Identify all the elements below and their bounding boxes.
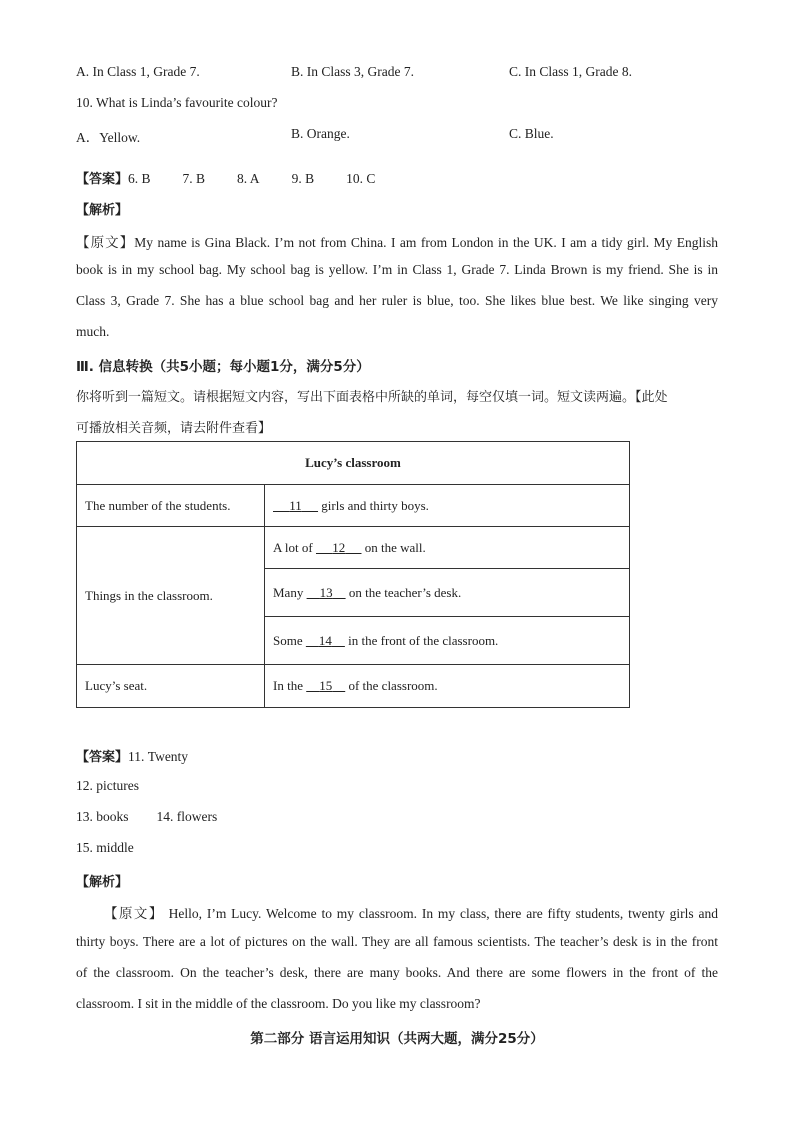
cell-text: Some [273, 632, 303, 648]
answer-line-2 [76, 746, 188, 765]
answer-item: 14. flowers [156, 809, 218, 824]
analysis-label: 【解析】 [76, 203, 129, 218]
transcript-line: 【原文】 Hello, I’m Lucy. Welcome to my classroom. In my class, there are fifty students, twenty girls and [104, 906, 718, 921]
q10-option-b: B. Orange. [291, 126, 350, 141]
answer-item: 9. B [291, 171, 315, 186]
answer-tag: 【答案】 [76, 172, 129, 187]
table-cell [265, 527, 630, 569]
table-cell [265, 485, 630, 527]
cell-text: A lot of [273, 539, 313, 555]
q9-option-a: A. In Class 1, Grade 7. [76, 64, 200, 79]
answer-item: 10. C [346, 171, 376, 186]
answer-tag: 【答案】 [76, 750, 129, 765]
section-instruction: 可播放相关音频，请去附件查看】 [76, 421, 272, 436]
answer-line-1 [76, 168, 375, 187]
cell-text: In the [273, 678, 303, 693]
transcript-line: thirty boys. There are a lot of pictures on the wall. They are all famous scientists. The teacher’s desk is in the front [76, 934, 718, 949]
table-row-label: Lucy’s seat. [77, 665, 265, 708]
cell-text: in the front of the classroom. [348, 632, 499, 648]
answer-item: 13. books [76, 809, 129, 824]
cell-text: of the classroom. [348, 678, 438, 693]
table-cell [265, 665, 630, 708]
answer-item: 15. middle [76, 840, 134, 855]
answer-line-3 [76, 809, 217, 825]
table-title: Lucy’s classroom [77, 442, 630, 485]
table-cell [265, 569, 630, 617]
answer-blank-15: 15 [319, 678, 333, 693]
transcript-line: of the classroom. On the teacher’s desk, there are many books. And there are some flowers in the front of the [76, 965, 718, 980]
section-instruction: 你将听到一篇短文。请根据短文内容，写出下面表格中所缺的单词，每空仅填一词。短文读两遍。【此处 [76, 390, 668, 405]
table-cell [265, 617, 630, 665]
cell-text: girls and thirty boys. [321, 497, 429, 513]
answer-blank-12: 12 [332, 539, 346, 555]
answer-blank-11: 11 [289, 497, 302, 513]
answer-item: 7. B [182, 171, 206, 186]
answer-item: 11. Twenty [128, 749, 189, 764]
cell-text: on the wall. [364, 539, 426, 555]
cell-text: on the teacher’s desk. [348, 584, 462, 600]
q9-option-b: B. In Class 3, Grade 7. [291, 64, 414, 79]
transcript-line: classroom. I sit in the middle of the classroom. Do you like my classroom? [76, 996, 481, 1011]
transcript-line: Class 3, Grade 7. She has a blue school bag and her ruler is blue, too. She likes blue best. We like singing very [76, 293, 718, 308]
q10-option-a: A．Yellow. [76, 130, 141, 145]
section-heading: Ⅲ. 信息转换（共5小题；每小题1分，满分5分） [76, 359, 370, 375]
transcript-line: much. [76, 324, 110, 339]
answer-item: 8. A [237, 171, 260, 186]
q10-question: 10. What is Linda’s favourite colour? [76, 95, 278, 110]
transcript-line: 【原文】My name is Gina Black. I’m not from China. I am from London in the UK. I am a tidy girl. My English [76, 235, 718, 250]
table-row-label: Things in the classroom. [77, 527, 265, 665]
answer-item: 12. pictures [76, 778, 139, 793]
q9-option-c: C. In Class 1, Grade 8. [509, 64, 632, 79]
answer-item: 6. B [128, 171, 151, 186]
q10-option-c: C. Blue. [509, 126, 554, 141]
analysis-label: 【解析】 [76, 875, 129, 890]
transcript-line: book is in my school bag. My school bag is yellow. I’m in Class 1, Grade 7. Linda Brown is my friend. She is in [76, 262, 718, 277]
cell-text: Many [273, 584, 304, 600]
info-table [76, 441, 630, 708]
answer-blank-13: 13 [319, 584, 333, 600]
part-heading: 第二部分 语言运用知识（共两大题，满分25分） [250, 1031, 544, 1047]
table-row-label: The number of the students. [77, 485, 265, 527]
answer-blank-14: 14 [318, 632, 332, 648]
